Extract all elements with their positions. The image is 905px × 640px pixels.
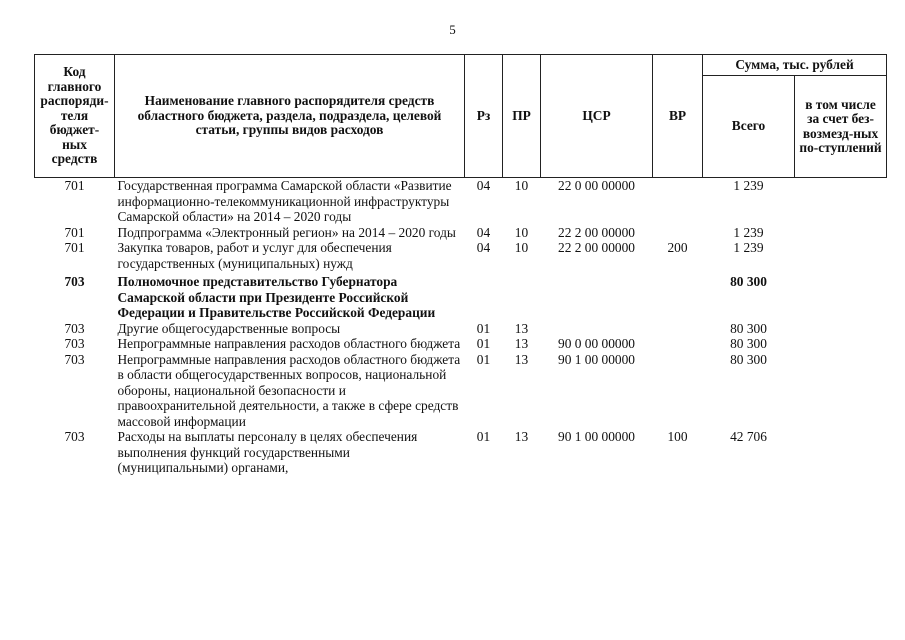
cell-total: 80 300: [730, 336, 767, 351]
cell-pr: 10: [514, 240, 529, 255]
header-total: Всего: [703, 76, 795, 178]
cell-total: 80 300: [730, 351, 767, 367]
cell-total: 1 239: [733, 240, 764, 255]
cell-free: [795, 336, 887, 352]
cell-csr: 90 0 00 00000: [558, 336, 635, 351]
cell-vr: 100: [667, 429, 688, 444]
cell-vr: [653, 321, 703, 337]
cell-total: 1 239: [733, 224, 764, 240]
cell-free: [795, 271, 887, 321]
cell-vr: [653, 178, 703, 225]
cell-code: 703: [64, 429, 85, 444]
header-code: Код главного распоряди-теля бюджет-ных средств: [35, 55, 115, 178]
header-sum-group: Сумма, тыс. рублей: [703, 55, 887, 76]
cell-vr: 200: [667, 240, 688, 255]
table-row: [35, 178, 887, 225]
cell-code: 701: [64, 240, 85, 255]
table-row: [35, 271, 887, 321]
header-free: в том числе за счет без-возмезд-ных по-ступлений: [795, 76, 887, 178]
cell-csr: [541, 271, 653, 321]
cell-code: 703: [64, 274, 85, 289]
header-rz: Рз: [465, 55, 503, 178]
cell-free: [795, 352, 887, 430]
cell-code: 703: [64, 336, 85, 351]
cell-rz: 01: [476, 429, 491, 444]
cell-free: [795, 178, 887, 225]
header-name: Наименование главного распорядителя средств областного бюджета, раздела, подраздела, целевой статьи, группы видов расходов: [115, 55, 465, 178]
cell-free: [795, 321, 887, 337]
table-row: [35, 429, 887, 476]
table-row: [35, 225, 887, 241]
cell-csr: 22 2 00 00000: [558, 224, 635, 240]
cell-total: 42 706: [730, 429, 767, 444]
cell-pr: 13: [514, 336, 529, 351]
cell-pr: 10: [514, 224, 529, 240]
cell-pr: 13: [514, 429, 529, 444]
cell-total: 80 300: [730, 274, 767, 289]
cell-pr: 13: [514, 320, 529, 336]
header-pr: ПР: [503, 55, 541, 178]
cell-pr: [503, 271, 541, 321]
cell-name: Закупка товаров, работ и услуг для обеспечения государственных (муниципальных) нужд: [117, 240, 392, 271]
header-vr: ВР: [653, 55, 703, 178]
header-csr: ЦСР: [541, 55, 653, 178]
cell-rz: 01: [476, 320, 491, 336]
cell-free: [795, 225, 887, 241]
cell-rz: 04: [476, 178, 491, 193]
cell-vr: [653, 352, 703, 430]
table-row: [35, 336, 887, 352]
cell-csr: 90 1 00 00000: [558, 351, 635, 367]
table-row: [35, 240, 887, 271]
cell-csr: 22 2 00 00000: [558, 240, 635, 255]
cell-free: [795, 240, 887, 271]
cell-rz: 04: [476, 224, 491, 240]
cell-rz: 01: [476, 351, 491, 367]
cell-name: Непрограммные направления расходов областного бюджета в области общегосударственных вопросов, национальной обороны, национальной безопасности и правоохранительной деятельности, а также в сфере средств массовой информации: [117, 351, 461, 429]
table-row: [35, 352, 887, 430]
cell-pr: 13: [514, 351, 529, 367]
cell-csr: 90 1 00 00000: [558, 429, 635, 444]
budget-table: [34, 54, 887, 476]
cell-name: Непрограммные направления расходов областного бюджета: [117, 336, 461, 351]
cell-rz: [465, 271, 503, 321]
cell-code: 703: [64, 351, 85, 367]
cell-vr: [653, 271, 703, 321]
cell-name: Подпрограмма «Электронный регион» на 2014 – 2020 годы: [117, 224, 456, 240]
cell-total: 1 239: [733, 178, 764, 193]
cell-code: 701: [64, 178, 85, 193]
table-row: [35, 321, 887, 337]
cell-name: Другие общегосударственные вопросы: [117, 320, 341, 336]
cell-code: 701: [64, 224, 85, 240]
page-number: 5: [449, 22, 456, 37]
cell-csr: 22 0 00 00000: [558, 178, 635, 193]
cell-name: Государственная программа Самарской области «Развитие информационно-телекоммуникационной инфраструктуры Самарской области» на 2014 – 2020 годы: [117, 178, 452, 224]
cell-total: 80 300: [730, 320, 767, 336]
cell-rz: 04: [476, 240, 491, 255]
cell-name: Расходы на выплаты персоналу в целях обеспечения выполнения функций государственными (муниципальными) органами,: [117, 429, 418, 475]
cell-vr: [653, 336, 703, 352]
cell-pr: 10: [514, 178, 529, 193]
cell-rz: 01: [476, 336, 491, 351]
cell-vr: [653, 225, 703, 241]
cell-csr: [541, 321, 653, 337]
cell-free: [795, 429, 887, 476]
cell-code: 703: [64, 320, 85, 336]
cell-name: Полномочное представительство Губернатора Самарской области при Президенте Российской Федерации и Правительстве Российской Федерации: [117, 274, 436, 320]
